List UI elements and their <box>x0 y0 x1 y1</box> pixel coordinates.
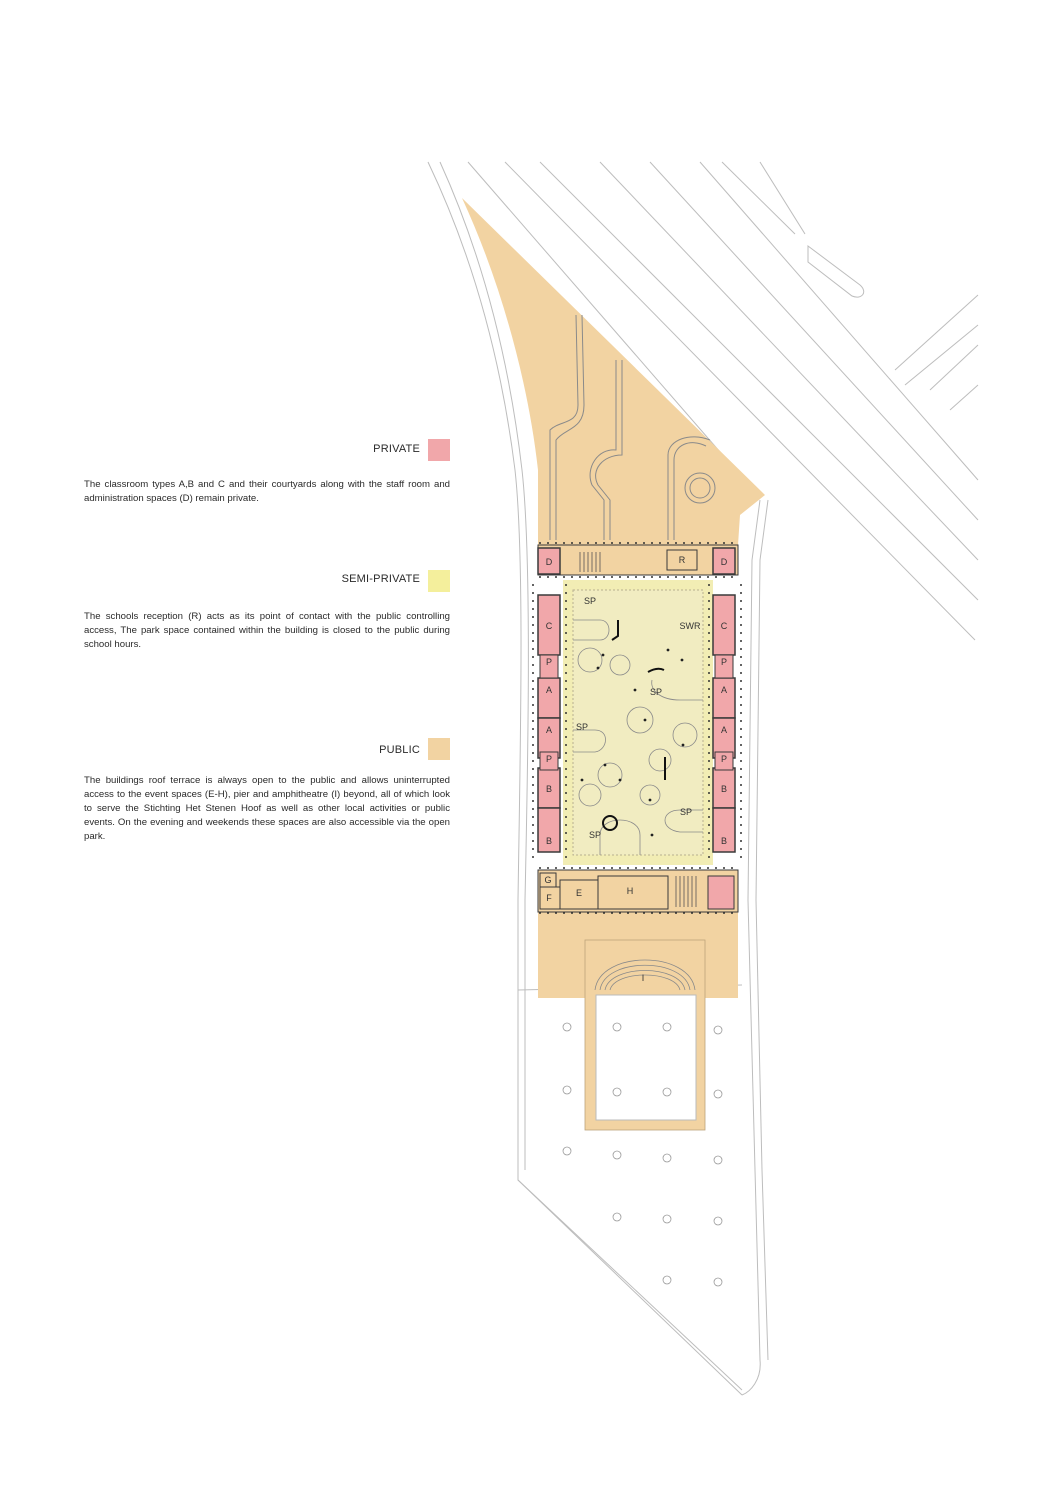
label-e: E <box>575 888 583 898</box>
column-dot <box>587 542 589 544</box>
column-dot <box>740 616 742 618</box>
column-dot <box>715 912 717 914</box>
column-dot <box>740 672 742 674</box>
column-dot <box>532 600 534 602</box>
column-dot <box>532 624 534 626</box>
column-dot <box>611 542 613 544</box>
column-dot <box>565 608 567 610</box>
column-dot <box>740 792 742 794</box>
column-dot <box>635 576 637 578</box>
column-dot <box>708 720 710 722</box>
column-dot <box>532 696 534 698</box>
column-dot <box>708 760 710 762</box>
column-dot <box>708 856 710 858</box>
column-dot <box>740 784 742 786</box>
column-dot <box>532 784 534 786</box>
column-dot <box>579 576 581 578</box>
column-dot <box>635 542 637 544</box>
column-dot <box>740 744 742 746</box>
column-dot <box>683 576 685 578</box>
column-dot <box>723 576 725 578</box>
column-dot <box>565 688 567 690</box>
label-b-east-2: B <box>720 836 728 846</box>
column-dot <box>571 542 573 544</box>
column-dot <box>532 800 534 802</box>
column-dot <box>740 656 742 658</box>
column-dot <box>659 576 661 578</box>
column-dot <box>565 632 567 634</box>
column-dot <box>565 680 567 682</box>
column-dot <box>539 576 541 578</box>
column-dot <box>565 760 567 762</box>
column-dot <box>532 664 534 666</box>
column-dot <box>708 680 710 682</box>
column-dot <box>565 800 567 802</box>
label-f: F <box>546 893 552 903</box>
column-dot <box>740 600 742 602</box>
column-dot <box>532 592 534 594</box>
column-dot <box>565 736 567 738</box>
legend-semi-private-title: SEMI-PRIVATE <box>341 573 420 585</box>
column-dot <box>603 542 605 544</box>
column-dot <box>699 867 701 869</box>
column-dot <box>740 752 742 754</box>
column-dot <box>708 848 710 850</box>
column-dot <box>683 912 685 914</box>
column-dot <box>532 848 534 850</box>
column-dot <box>565 808 567 810</box>
column-dot <box>532 792 534 794</box>
column-dot <box>651 867 653 869</box>
column-dot <box>532 688 534 690</box>
column-dot <box>532 712 534 714</box>
column-dot <box>565 728 567 730</box>
column-dot <box>547 576 549 578</box>
column-dot <box>708 600 710 602</box>
column-dot <box>740 720 742 722</box>
column-dot <box>595 912 597 914</box>
column-dot <box>565 672 567 674</box>
column-dot <box>539 867 541 869</box>
column-dot <box>565 840 567 842</box>
column-dot <box>708 728 710 730</box>
column-dot <box>707 542 709 544</box>
column-dot <box>667 867 669 869</box>
column-dot <box>565 784 567 786</box>
column-dot <box>643 576 645 578</box>
column-dot <box>565 816 567 818</box>
column-dot <box>708 776 710 778</box>
column-dot <box>532 768 534 770</box>
column-dot <box>740 800 742 802</box>
column-dot <box>571 576 573 578</box>
column-dot <box>708 800 710 802</box>
label-a-east-1: A <box>720 685 728 695</box>
column-dot <box>691 912 693 914</box>
column-dot <box>611 867 613 869</box>
legend-public-description: The buildings roof terrace is always open to the public and allows uninterrupted access to the event spaces (E-H), pier and amphitheatre (I) beyond, all of which look to serve the Stichting Het Stenen Hoof as well as other local activities or public events. On the evening and weekends these spaces are also accessible via the open park. <box>84 775 450 842</box>
column-dot <box>691 542 693 544</box>
column-dot <box>565 832 567 834</box>
label-g: G <box>544 875 552 885</box>
column-dot <box>740 632 742 634</box>
column-dot <box>740 592 742 594</box>
column-dot <box>667 542 669 544</box>
column-dot <box>740 680 742 682</box>
column-dot <box>708 624 710 626</box>
column-dot <box>555 576 557 578</box>
column-dot <box>708 656 710 658</box>
label-sp-3: SP <box>575 722 589 732</box>
column-dot <box>635 912 637 914</box>
column-dot <box>532 672 534 674</box>
column-dot <box>740 728 742 730</box>
column-dot <box>627 912 629 914</box>
column-dot <box>555 912 557 914</box>
column-dot <box>708 824 710 826</box>
label-p-west-2: P <box>545 754 553 764</box>
column-dot <box>565 824 567 826</box>
column-dot <box>715 576 717 578</box>
column-dot <box>740 816 742 818</box>
column-dot <box>565 592 567 594</box>
label-b-east-1: B <box>720 784 728 794</box>
column-dot <box>532 704 534 706</box>
column-dot <box>708 808 710 810</box>
column-dot <box>603 576 605 578</box>
column-dot <box>699 542 701 544</box>
column-dot <box>565 584 567 586</box>
column-dot <box>643 867 645 869</box>
column-dot <box>667 576 669 578</box>
column-dot <box>708 752 710 754</box>
column-dot <box>579 867 581 869</box>
column-dot <box>532 720 534 722</box>
column-dot <box>627 542 629 544</box>
column-dot <box>565 720 567 722</box>
column-dot <box>731 867 733 869</box>
column-dot <box>579 912 581 914</box>
column-dot <box>708 616 710 618</box>
column-dot <box>740 648 742 650</box>
column-dot <box>565 752 567 754</box>
column-dot <box>715 542 717 544</box>
column-dot <box>611 576 613 578</box>
column-dot <box>532 752 534 754</box>
column-dot <box>708 832 710 834</box>
column-dot <box>532 632 534 634</box>
column-dot <box>563 576 565 578</box>
private-wing-west <box>538 595 560 852</box>
label-sp-4: SP <box>679 807 693 817</box>
column-dot <box>675 542 677 544</box>
column-dot <box>579 542 581 544</box>
label-b-west-2: B <box>545 836 553 846</box>
column-dot <box>643 542 645 544</box>
label-p-east-2: P <box>720 754 728 764</box>
column-dot <box>595 542 597 544</box>
column-dot <box>565 656 567 658</box>
column-dot <box>611 912 613 914</box>
column-dot <box>699 576 701 578</box>
column-dot <box>619 542 621 544</box>
column-dot <box>619 867 621 869</box>
column-dot <box>731 576 733 578</box>
column-dot <box>731 542 733 544</box>
column-dot <box>547 542 549 544</box>
column-dot <box>708 792 710 794</box>
column-dot <box>532 832 534 834</box>
column-dot <box>565 696 567 698</box>
column-dot <box>723 912 725 914</box>
column-dot <box>740 736 742 738</box>
column-dot <box>532 816 534 818</box>
column-dot <box>565 848 567 850</box>
column-dot <box>565 600 567 602</box>
label-a-west-2: A <box>545 725 553 735</box>
column-dot <box>563 542 565 544</box>
column-dot <box>740 808 742 810</box>
label-a-west-1: A <box>545 685 553 695</box>
column-dot <box>740 848 742 850</box>
column-dot <box>708 632 710 634</box>
column-dot <box>532 728 534 730</box>
column-dot <box>708 688 710 690</box>
column-dot <box>532 840 534 842</box>
column-dot <box>532 776 534 778</box>
column-dot <box>635 867 637 869</box>
column-dot <box>740 832 742 834</box>
column-dot <box>565 792 567 794</box>
column-dot <box>659 912 661 914</box>
label-swr: SWR <box>679 621 701 631</box>
column-dot <box>587 576 589 578</box>
column-dot <box>708 768 710 770</box>
column-dot <box>532 616 534 618</box>
column-dot <box>565 648 567 650</box>
label-sp-1: SP <box>583 596 597 606</box>
column-dot <box>708 744 710 746</box>
column-dot <box>708 664 710 666</box>
label-h: H <box>626 886 634 896</box>
column-dot <box>532 856 534 858</box>
column-dot <box>643 912 645 914</box>
column-dot <box>708 736 710 738</box>
column-dot <box>659 867 661 869</box>
column-dot <box>708 712 710 714</box>
column-dot <box>563 912 565 914</box>
column-dot <box>532 640 534 642</box>
label-d-east: D <box>720 557 728 567</box>
label-i: I <box>641 973 645 983</box>
column-dot <box>565 744 567 746</box>
label-p-west-1: P <box>545 657 553 667</box>
column-dot <box>740 608 742 610</box>
column-dot <box>565 616 567 618</box>
column-dot <box>539 912 541 914</box>
column-dot <box>555 867 557 869</box>
column-dot <box>532 584 534 586</box>
column-dot <box>708 696 710 698</box>
column-dot <box>740 624 742 626</box>
private-wing-east <box>713 595 735 852</box>
column-dot <box>547 912 549 914</box>
column-dot <box>740 664 742 666</box>
column-dot <box>707 912 709 914</box>
column-dot <box>740 776 742 778</box>
column-dot <box>708 648 710 650</box>
column-dot <box>565 624 567 626</box>
column-dot <box>740 584 742 586</box>
column-dot <box>723 867 725 869</box>
column-dot <box>740 840 742 842</box>
column-dot <box>651 542 653 544</box>
column-dot <box>740 824 742 826</box>
column-dot <box>723 542 725 544</box>
column-dot <box>555 542 557 544</box>
column-dot <box>565 712 567 714</box>
column-dot <box>563 867 565 869</box>
column-dot <box>708 584 710 586</box>
column-dot <box>708 784 710 786</box>
column-dot <box>707 576 709 578</box>
column-dot <box>708 816 710 818</box>
column-dot <box>740 760 742 762</box>
label-sp-2: SP <box>649 687 663 697</box>
column-dot <box>708 640 710 642</box>
column-dot <box>667 912 669 914</box>
column-dot <box>532 760 534 762</box>
legend-public-title: PUBLIC <box>379 744 420 756</box>
column-dot <box>595 576 597 578</box>
column-dot <box>571 867 573 869</box>
column-dot <box>691 576 693 578</box>
column-dot <box>708 840 710 842</box>
column-dot <box>565 776 567 778</box>
legend-semi-private-description: The schools reception (R) acts as its point of contact with the public controlling access, The park space contained within the building is closed to the public during school hours. <box>84 611 450 650</box>
column-dot <box>565 640 567 642</box>
label-b-west-1: B <box>545 784 553 794</box>
column-dot <box>683 542 685 544</box>
column-dot <box>532 680 534 682</box>
column-dot <box>699 912 701 914</box>
column-dot <box>675 576 677 578</box>
legend-private-title: PRIVATE <box>373 443 420 455</box>
label-p-east-1: P <box>720 657 728 667</box>
column-dot <box>691 867 693 869</box>
column-dot <box>740 688 742 690</box>
column-dot <box>627 576 629 578</box>
column-dot <box>565 704 567 706</box>
column-dot <box>595 867 597 869</box>
column-dot <box>740 704 742 706</box>
column-dot <box>603 867 605 869</box>
column-dot <box>707 867 709 869</box>
column-dot <box>651 576 653 578</box>
pier <box>596 995 696 1120</box>
column-dot <box>740 640 742 642</box>
column-dot <box>539 542 541 544</box>
label-r: R <box>678 555 686 565</box>
column-dot <box>565 664 567 666</box>
label-d-west: D <box>545 557 553 567</box>
column-dot <box>619 912 621 914</box>
label-sp-5: SP <box>588 830 602 840</box>
column-dot <box>565 856 567 858</box>
column-dot <box>740 696 742 698</box>
column-dot <box>619 576 621 578</box>
legend-private-description: The classroom types A,B and C and their courtyards along with the staff room and administration spaces (D) remain private. <box>84 479 450 504</box>
column-dot <box>740 856 742 858</box>
label-c-west: C <box>545 621 553 631</box>
column-dot <box>565 768 567 770</box>
column-dot <box>708 672 710 674</box>
column-dot <box>715 867 717 869</box>
column-dot <box>708 592 710 594</box>
column-dot <box>587 912 589 914</box>
column-dot <box>532 808 534 810</box>
column-dot <box>708 608 710 610</box>
column-dot <box>532 744 534 746</box>
column-dot <box>547 867 549 869</box>
label-c-east: C <box>720 621 728 631</box>
column-dot <box>683 867 685 869</box>
column-dot <box>675 867 677 869</box>
column-dot <box>587 867 589 869</box>
column-dot <box>731 912 733 914</box>
column-dot <box>532 656 534 658</box>
column-dot <box>740 712 742 714</box>
column-dot <box>659 542 661 544</box>
column-dot <box>532 608 534 610</box>
column-dot <box>708 704 710 706</box>
column-dot <box>532 736 534 738</box>
column-dot <box>532 648 534 650</box>
column-dot <box>675 912 677 914</box>
label-a-east-2: A <box>720 725 728 735</box>
column-dot <box>532 824 534 826</box>
column-dot <box>651 912 653 914</box>
column-dot <box>571 912 573 914</box>
column-dot <box>603 912 605 914</box>
column-dot <box>627 867 629 869</box>
public-roof-terrace-north <box>462 198 765 545</box>
column-dot <box>740 768 742 770</box>
